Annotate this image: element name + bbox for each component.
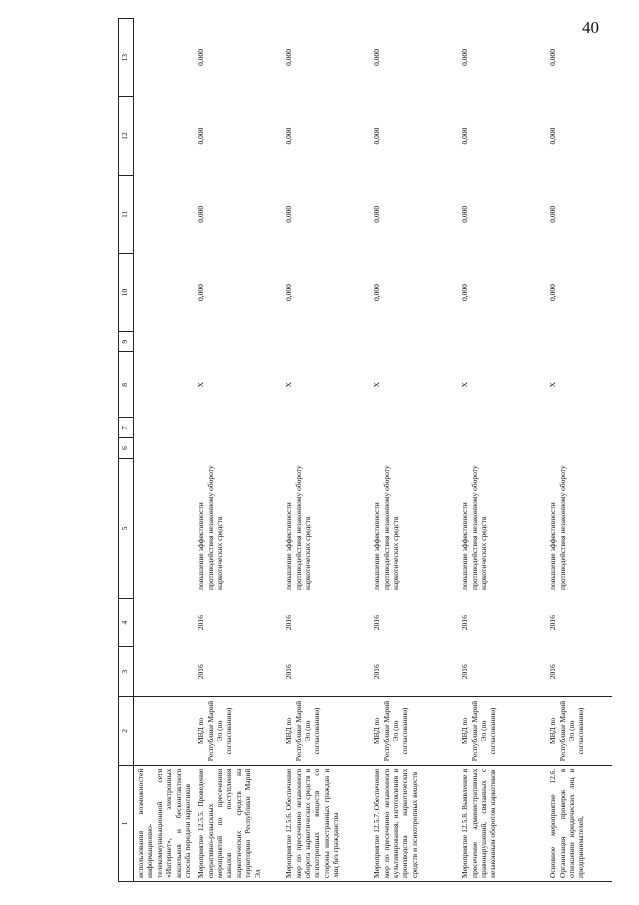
mark-x: Х: [284, 382, 294, 388]
column-header: 13: [119, 19, 134, 97]
column-header: 12: [119, 97, 134, 175]
column-header: 3: [119, 647, 134, 697]
value-cell: 0,000: [196, 205, 206, 223]
start-year: 2016: [372, 664, 382, 680]
end-year: 2016: [460, 615, 470, 631]
responsible-executor: МВД по Республике Марий Эл (по согласованию): [282, 697, 370, 765]
header-row: [119, 19, 134, 882]
value-cell: 0,000: [196, 127, 206, 145]
value-cell: 0,000: [284, 127, 294, 145]
continuation-text: использования возможностей информационно-телекоммуникационной сети «Интернет», электронных кошельков и бесконтактного способа передачи наркотиков: [134, 765, 195, 881]
start-year: 2016: [196, 664, 206, 680]
continuation-row: [134, 19, 195, 882]
start-year: 2016: [284, 664, 294, 680]
value-cell: 0,000: [284, 205, 294, 223]
column-header: 6: [119, 438, 134, 458]
responsible-executor: МВД по Республике Марий Эл (по согласованию): [458, 697, 546, 765]
program-activities-table: [118, 18, 612, 882]
column-header: 4: [119, 599, 134, 647]
column-header: 8: [119, 352, 134, 418]
table-row: [370, 19, 458, 882]
value-cell: 0,000: [372, 284, 382, 301]
column-header: 9: [119, 332, 134, 352]
value-cell: 0,000: [196, 284, 206, 301]
table-row: [194, 19, 282, 882]
value-cell: 0,000: [548, 127, 558, 145]
column-header: 11: [119, 175, 134, 253]
value-cell: 0,000: [196, 49, 206, 66]
expected-result: повышение эффективности противодействия незаконному обороту: [548, 465, 567, 591]
value-cell: 0,000: [284, 284, 294, 301]
value-cell: 0,000: [372, 127, 382, 145]
value-cell: 0,000: [372, 205, 382, 223]
value-cell: 0,000: [284, 49, 294, 66]
column-header: 7: [119, 418, 134, 438]
start-year: 2016: [460, 664, 470, 680]
table-row: [458, 19, 546, 882]
responsible-executor: МВД по Республике Марий Эл (по согласованию): [546, 697, 612, 765]
value-cell: 0,000: [548, 205, 558, 223]
activity-name: Мероприятие 12.5.8. Выявление и пресечение административных правонарушений, связанных с незаконным оборотом наркотиков: [458, 765, 546, 881]
table-row: [546, 19, 612, 882]
expected-result: повышение эффективности противодействия незаконному обороту наркотических средств: [196, 465, 224, 591]
page-number: 40: [582, 18, 599, 37]
activity-name: Основное мероприятие 12.6. Организация проверок в отношении юридических лиц и предпринимателей,: [546, 765, 612, 881]
column-header: 10: [119, 253, 134, 331]
value-cell: 0,000: [372, 49, 382, 66]
value-cell: 0,000: [548, 49, 558, 66]
mark-x: Х: [196, 382, 206, 388]
rotated-table-container: [118, 18, 586, 882]
expected-result: повышение эффективности противодействия незаконному обороту наркотических средств: [372, 465, 400, 591]
column-header: 5: [119, 458, 134, 598]
expected-result: повышение эффективности противодействия незаконному обороту наркотических средств: [460, 465, 488, 591]
value-cell: 0,000: [548, 284, 558, 301]
mark-x: Х: [460, 382, 470, 388]
mark-x: Х: [548, 382, 558, 388]
end-year: 2016: [548, 615, 558, 631]
responsible-executor: МВД по Республике Марий Эл (по согласованию): [194, 697, 282, 765]
responsible-executor: МВД по Республике Марий Эл (по согласованию): [370, 697, 458, 765]
value-cell: 0,000: [460, 205, 470, 223]
value-cell: 0,000: [460, 127, 470, 145]
mark-x: Х: [372, 382, 382, 388]
column-header: 2: [119, 697, 134, 765]
end-year: 2016: [284, 615, 294, 631]
start-year: 2016: [548, 664, 558, 680]
activity-name: Мероприятие 12.5.5. Проведение оперативно-розыскных мероприятий по пресечению каналов поступления наркотических средств на территорию Республики Марий Эл: [194, 765, 282, 881]
table-row: [282, 19, 370, 882]
end-year: 2016: [196, 615, 206, 631]
value-cell: 0,000: [460, 49, 470, 66]
activity-name: Мероприятие 12.5.6. Обеспечение мер по пресечению незаконного оборота наркотических средств и психотропных веществ со стороны иностранных граждан и лиц без гражданства: [282, 765, 370, 881]
end-year: 2016: [372, 615, 382, 631]
column-header: 1: [119, 765, 134, 881]
expected-result: повышение эффективности противодействия незаконному обороту наркотических средств: [284, 465, 312, 591]
value-cell: 0,000: [460, 284, 470, 301]
activity-name: Мероприятие 12.5.7. Обеспечение мер по пресечению незаконного культивирования, изготовления и производства наркотических средств и психотропных веществ: [370, 765, 458, 881]
